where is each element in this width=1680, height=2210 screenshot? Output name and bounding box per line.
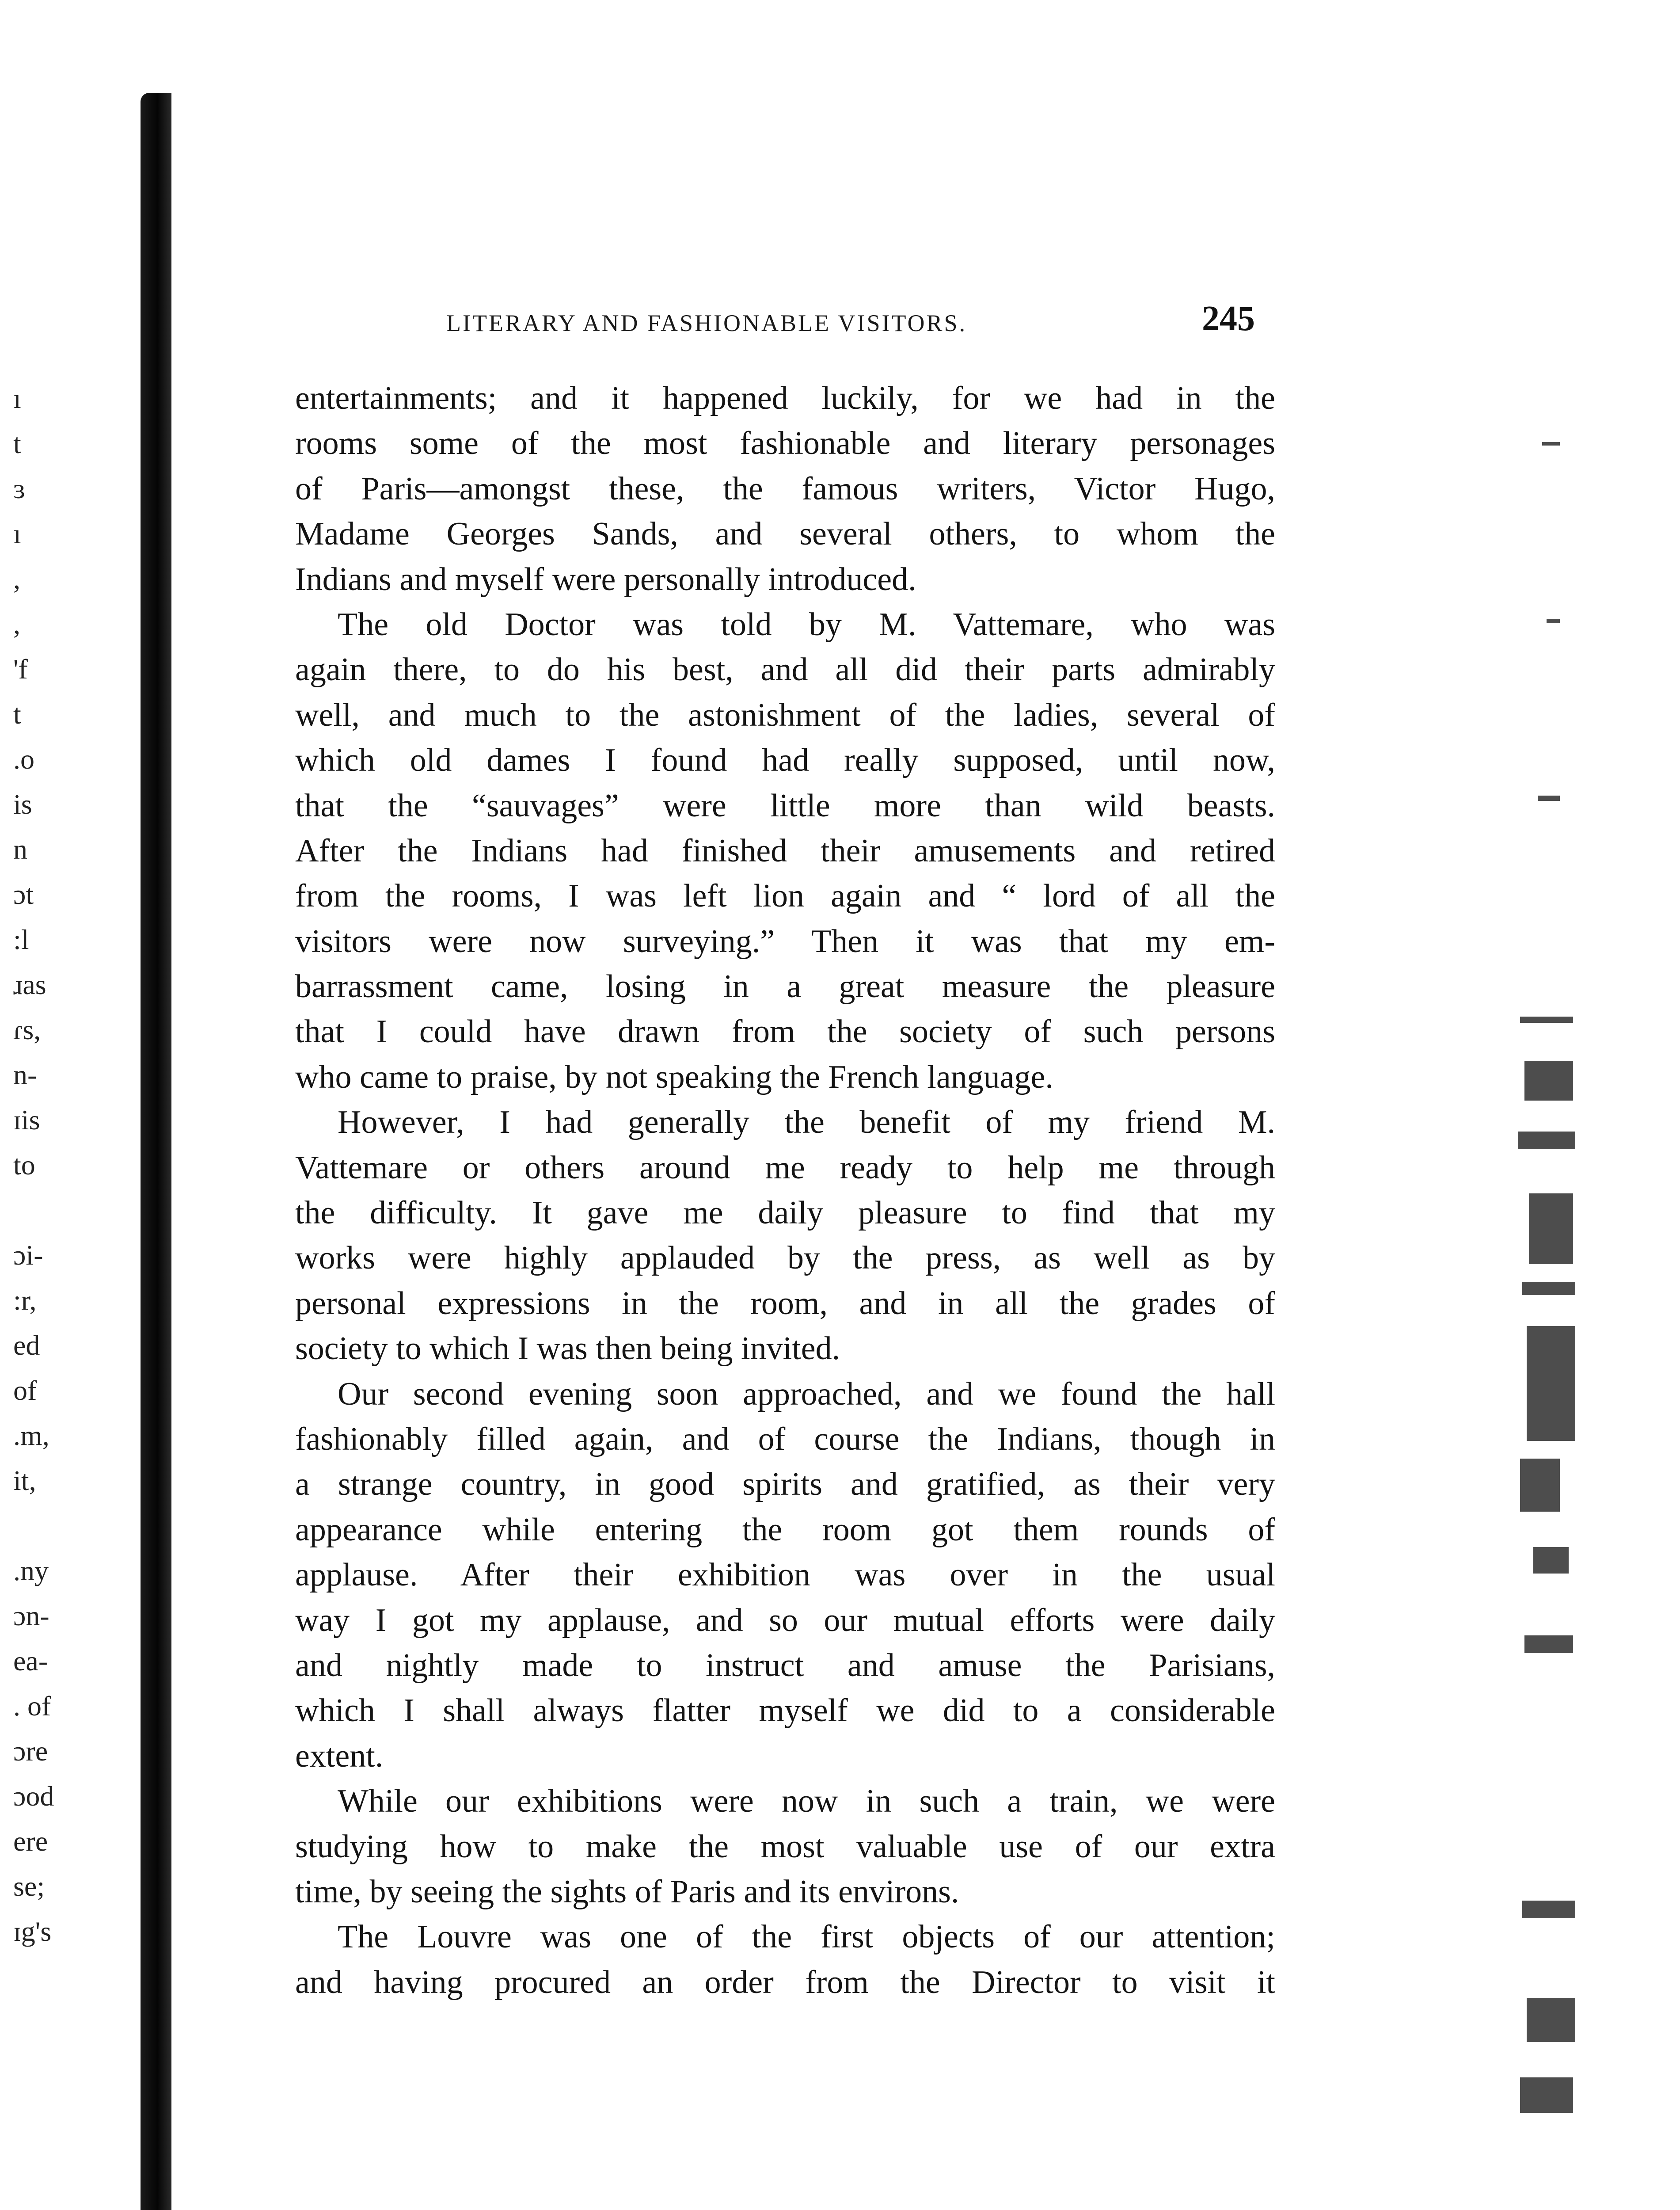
text-line: The old Doctor was told by M. Vattemare, who was <box>338 606 1275 643</box>
bleed-fragment: ɪis <box>13 1104 40 1135</box>
edge-mark <box>1527 1326 1575 1441</box>
edge-mark <box>1524 1061 1573 1101</box>
text-line: visitors were now surveying.” Then it was that my em- <box>295 923 1275 960</box>
running-head: LITERARY AND FASHIONABLE VISITORS. <box>446 310 967 336</box>
bleed-fragment: is <box>13 789 32 820</box>
text-line: of Paris—amongst these, the famous writers, Victor Hugo, <box>295 470 1275 507</box>
bleed-fragment: ɾs, <box>13 1014 41 1045</box>
text-line: society to which I was then being invited. <box>295 1330 840 1367</box>
bleed-fragment: , <box>13 563 20 594</box>
text-line: the difficulty. It gave me daily pleasure to find that my <box>295 1195 1275 1231</box>
edge-mark <box>1524 1635 1573 1653</box>
bleed-fragment: :l <box>13 924 29 955</box>
text-line: that the “sauvages” were little more than wild beasts. <box>295 787 1275 824</box>
text-line: After the Indians had finished their amusements and retired <box>295 832 1275 869</box>
bleed-fragment: , <box>13 608 20 640</box>
bleed-fragment: it, <box>13 1465 36 1496</box>
bleed-fragment: ɔi- <box>13 1239 43 1271</box>
body-text <box>295 376 1275 2005</box>
text-line: Our second evening soon approached, and we found the hall <box>338 1376 1275 1412</box>
text-line: who came to praise, by not speaking the French language. <box>295 1059 1053 1095</box>
text-line: rooms some of the most fashionable and literary personages <box>295 425 1275 462</box>
text-line: However, I had generally the benefit of my friend M. <box>338 1104 1275 1141</box>
bleed-fragment: ɪg's <box>13 1916 52 1947</box>
text-line: barrassment came, losing in a great measure the pleasure <box>295 968 1275 1005</box>
text-line: Madame Georges Sands, and several others, to whom the <box>295 516 1275 552</box>
bleed-fragment: .m, <box>13 1420 49 1451</box>
bleed-fragment: of <box>13 1375 37 1406</box>
bleed-fragment: t <box>13 698 21 730</box>
text-line: from the rooms, I was left lion again and “ lord of all the <box>295 878 1275 914</box>
bleed-fragment: se; <box>13 1871 45 1902</box>
text-line: works were highly applauded by the press, as well as by <box>295 1240 1275 1276</box>
bleed-fragment: ɔt <box>13 879 34 910</box>
text-line: again there, to do his best, and all did their parts admirably <box>295 652 1275 688</box>
text-line: studying how to make the most valuable use of our extra <box>295 1828 1275 1865</box>
bleed-fragment: ɔre <box>13 1735 48 1767</box>
text-line: appearance while entering the room got them rounds of <box>295 1511 1275 1548</box>
bleed-fragment: t <box>13 428 21 459</box>
bleed-fragment: ɜ <box>13 473 25 504</box>
bleed-fragment: n- <box>13 1059 37 1090</box>
bleed-fragment: ɹas <box>13 969 46 1000</box>
bleed-fragment: n <box>13 834 27 865</box>
bleed-fragment: .ny <box>13 1555 49 1586</box>
edge-mark <box>1538 796 1560 801</box>
edge-mark <box>1520 1017 1573 1023</box>
text-line: While our exhibitions were now in such a train, we were <box>338 1783 1275 1820</box>
text-line: Indians and myself were personally introduced. <box>295 561 916 598</box>
bleed-fragment: ı <box>13 518 21 549</box>
text-line: and nightly made to instruct and amuse the Parisians, <box>295 1647 1275 1684</box>
page-edge-noise <box>1516 110 1582 2210</box>
bleed-fragment: ɔn- <box>13 1600 49 1631</box>
text-line: personal expressions in the room, and in all the grades of <box>295 1285 1275 1322</box>
edge-mark <box>1527 1998 1575 2042</box>
bleed-fragment: :r, <box>13 1284 37 1316</box>
text-line: applause. After their exhibition was over in the usual <box>295 1557 1275 1593</box>
bleed-fragment: ı <box>13 383 21 414</box>
edge-mark <box>1542 442 1560 446</box>
text-line: and having procured an order from the Director to visit it <box>295 1964 1275 2000</box>
bleed-fragment: to <box>13 1149 35 1181</box>
edge-mark <box>1529 1193 1573 1264</box>
text-line: Vattemare or others around me ready to help me through <box>295 1149 1275 1186</box>
text-line: The Louvre was one of the first objects of our attention; <box>338 1919 1275 1955</box>
page-number: 245 <box>1202 299 1255 338</box>
bleed-fragment: ea- <box>13 1645 48 1677</box>
text-line: a strange country, in good spirits and gratified, as their very <box>295 1466 1275 1503</box>
text-line: which I shall always flatter myself we did to a considerable <box>295 1692 1275 1729</box>
edge-mark <box>1522 1901 1575 1918</box>
bleed-fragment: ɔod <box>13 1780 54 1812</box>
bleed-fragment: . of <box>13 1690 51 1722</box>
text-line: fashionably filled again, and of course the Indians, though in <box>295 1421 1275 1457</box>
edge-mark <box>1520 2077 1573 2113</box>
edge-mark <box>1522 1282 1575 1295</box>
edge-mark <box>1520 1459 1560 1512</box>
text-line: time, by seeing the sights of Paris and its environs. <box>295 1873 959 1910</box>
bleed-fragment: ed <box>13 1330 40 1361</box>
bleed-fragment: 'f <box>13 653 28 685</box>
binding-shadow <box>141 93 171 2210</box>
bleed-fragment: ere <box>13 1825 48 1857</box>
edge-mark <box>1533 1547 1569 1574</box>
text-line: that I could have drawn from the society of such persons <box>295 1014 1275 1050</box>
text-line: extent. <box>295 1738 384 1774</box>
bleed-fragment: .o <box>13 743 34 775</box>
edge-mark <box>1547 619 1560 623</box>
text-line: way I got my applause, and so our mutual efforts were daily <box>295 1602 1275 1638</box>
text-line: which old dames I found had really supposed, until now, <box>295 742 1275 779</box>
edge-mark <box>1518 1132 1575 1149</box>
text-line: entertainments; and it happened luckily, for we had in the <box>295 380 1275 416</box>
text-line: well, and much to the astonishment of the ladies, several of <box>295 697 1275 733</box>
